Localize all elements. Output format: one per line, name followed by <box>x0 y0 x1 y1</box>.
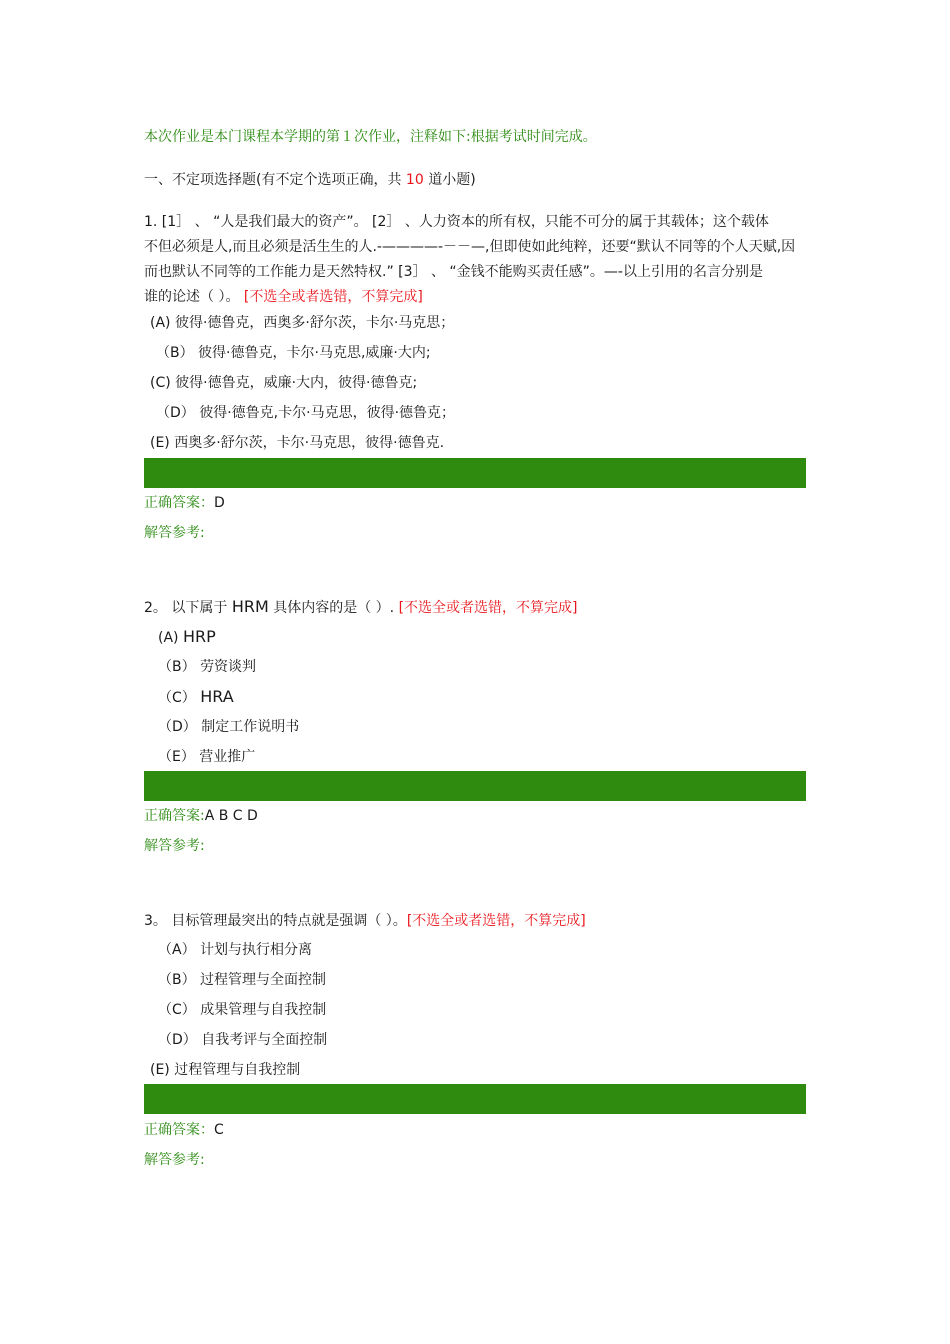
question-1-option-d[interactable]: （D） 彼得·德鲁克,卡尔·马克思，彼得·德鲁克； <box>156 405 456 421</box>
question-3-answer <box>144 1120 224 1140</box>
answer-label: 正确答案： <box>144 1122 214 1138</box>
answer-label: 正确答案: <box>144 808 205 824</box>
question-3-option-b[interactable]: （B） 过程管理与全面控制 <box>158 972 327 988</box>
question-2-option-a[interactable] <box>158 627 216 648</box>
question-2-stem-prefix: 2。 以下属于 <box>144 600 232 616</box>
option-prefix: (A) <box>158 630 183 646</box>
section-title <box>144 170 476 190</box>
question-1-option-c[interactable]: (C) 彼得·德鲁克，威廉·大内，彼得·德鲁克; <box>150 375 418 391</box>
question-3-stem <box>144 911 586 931</box>
question-1-line: 不但必须是人,而且必须是活生生的人.-————-－－—,但即使如此纯粹，还要“默认不同等的个人天赋,因 <box>144 239 796 255</box>
question-1-option-e[interactable]: (E) 西奥多·舒尔茨，卡尔·马克思，彼得·德鲁克. <box>150 435 445 451</box>
answer-value: A B C D <box>204 808 258 824</box>
question-2-option-e[interactable] <box>158 747 255 767</box>
question-count: 10 <box>405 172 424 188</box>
question-2-option-b[interactable] <box>158 657 256 677</box>
answer-value: C <box>214 1122 224 1138</box>
question-2-option-d[interactable] <box>158 717 299 737</box>
option-prefix: （E） <box>158 749 200 765</box>
option-prefix: （C） <box>158 690 201 706</box>
section-title-prefix: 一、不定项选择题(有不定个选项正确，共 <box>144 172 406 188</box>
question-1-option-a[interactable]: (A) 彼得·德鲁克，西奥多·舒尔茨，卡尔·马克思； <box>150 315 455 331</box>
question-2-answer-bar <box>144 771 806 801</box>
question-2-answer <box>144 806 258 826</box>
question-3-answer-bar <box>144 1084 806 1114</box>
question-2-stem-suffix: 具体内容的是（ ）. <box>268 600 399 616</box>
question-1-explanation-label: 解答参考: <box>144 525 205 541</box>
question-1-line: 而也默认不同等的工作能力是天然特权.” [3］ 、 “金钱不能购买责任感”。—-以上引用的名言分别是 <box>144 264 763 280</box>
option-prefix: （B） <box>158 659 201 675</box>
question-1-note: [不选全或者选错，不算完成] <box>243 289 423 305</box>
question-3-note: [不选全或者选错，不算完成] <box>406 913 586 929</box>
question-2-stem-hrm: HRM <box>231 597 269 616</box>
section-title-suffix: 道小题) <box>423 172 476 188</box>
question-2-note: [不选全或者选错，不算完成] <box>398 600 578 616</box>
option-prefix: （D） <box>158 719 202 735</box>
question-3-option-a[interactable]: （A） 计划与执行相分离 <box>158 942 313 958</box>
option-text: HRA <box>200 687 234 706</box>
question-1-stem <box>144 210 808 310</box>
question-1-line: 1. [1］ 、 “人是我们最大的资产”。 [2］ 、人力资本的所有权，只能不可分的属于其载体；这个载体 <box>144 214 769 230</box>
assignment-note: 本次作业是本门课程本学期的第１次作业，注释如下:根据考试时间完成。 <box>144 129 597 145</box>
question-3-stem-text: 3。 目标管理最突出的特点就是强调（ ）。 <box>144 913 407 929</box>
question-2-option-c[interactable] <box>158 687 234 708</box>
answer-value: D <box>214 495 225 511</box>
option-text: 制定工作说明书 <box>201 719 300 735</box>
option-text: 营业推广 <box>199 749 256 765</box>
question-2-stem <box>144 597 578 618</box>
question-1-option-b[interactable]: （B） 彼得·德鲁克，卡尔·马克思,威廉·大内; <box>156 345 431 361</box>
question-3-option-c[interactable]: （C） 成果管理与自我控制 <box>158 1002 327 1018</box>
question-2-explanation-label: 解答参考: <box>144 838 205 854</box>
question-3-option-e[interactable]: (E) 过程管理与自我控制 <box>150 1062 301 1078</box>
question-1-answer-bar <box>144 458 806 488</box>
question-3-option-d[interactable]: （D） 自我考评与全面控制 <box>158 1032 328 1048</box>
question-1-last-line: 谁的论述（ ）。 <box>144 289 244 305</box>
question-1-answer <box>144 493 225 513</box>
option-text: HRP <box>182 627 216 646</box>
answer-label: 正确答案： <box>144 495 214 511</box>
question-1-line <box>144 285 808 310</box>
option-text: 劳资谈判 <box>200 659 257 675</box>
question-3-explanation-label: 解答参考: <box>144 1152 205 1168</box>
